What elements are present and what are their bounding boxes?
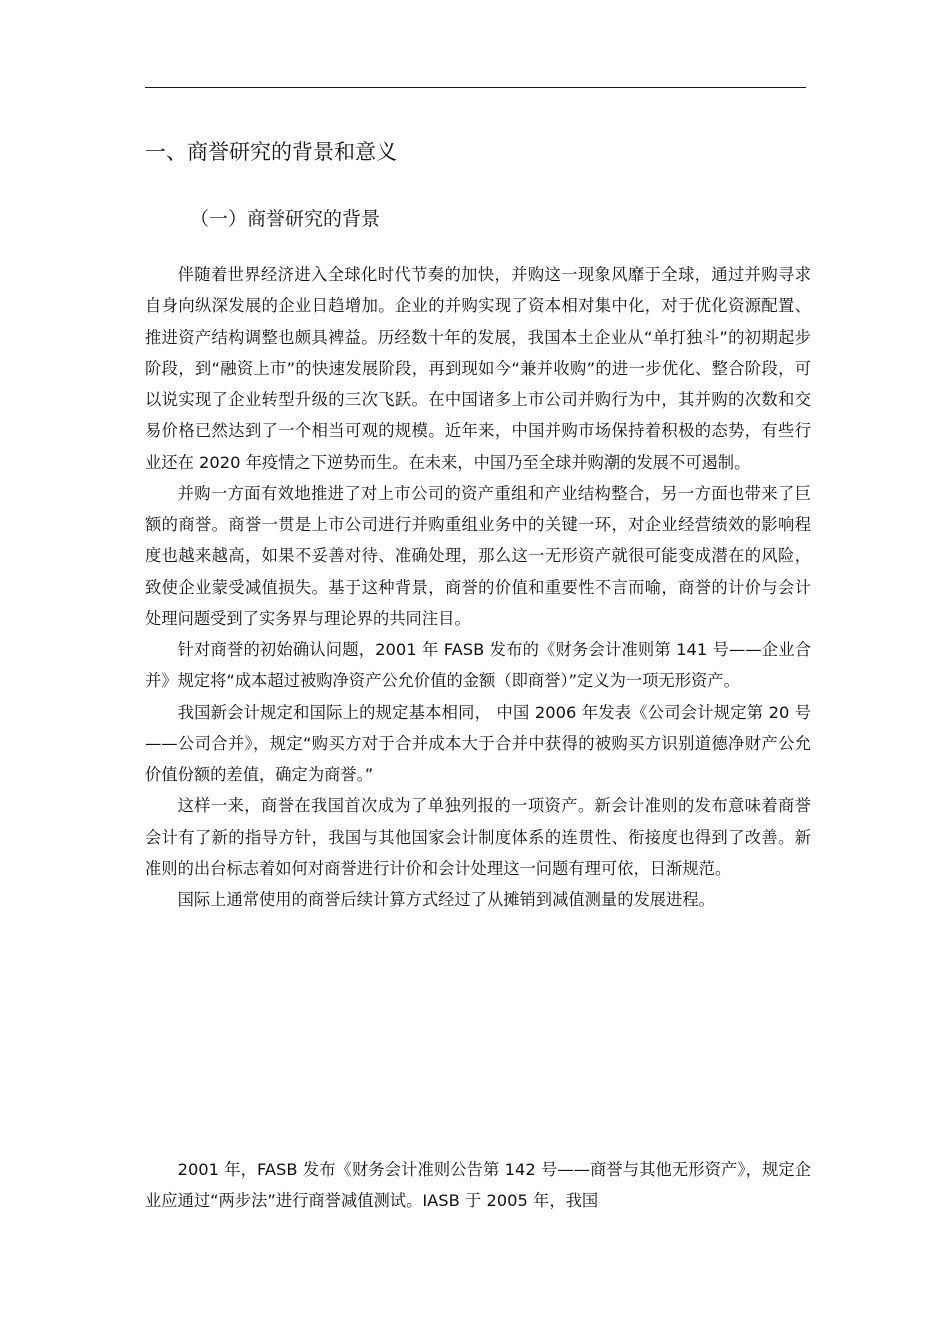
paragraph: 我国新会计规定和国际上的规定基本相同， 中国 2006 年发表《公司会计规定第 20 号——公司合并》，规定“购买方对于合并成本大于合并中获得的被购买方识别道德净财产公允价值份额的差值，确定为商誉。” [145, 702, 811, 784]
paragraph: 针对商誉的初始确认问题，2001 年 FASB 发布的《财务会计准则第 141 号——企业合并》规定将“成本超过被购净资产公允价值的金额（即商誉）”定义为一项无形资产。 [145, 640, 811, 691]
paragraph: 伴随着世界经济进入全球化时代节奏的加快，并购这一现象风靡于全球，通过并购寻求自身向纵深发展的企业日趋增加。企业的并购实现了资本相对集中化，对于优化资源配置、推进资产结构调整也颇具裨益。历经数十年的发展，我国本土企业从“单打独斗”的初期起步阶段，到“融资上市”的快速发展阶段，再到现如今“兼并收购”的进一步优化、整合阶段，可以说实现了企业转型升级的三次飞跃。在中国诸多上市公司并购行为中，其并购的次数和交易价格已然达到了一个相当可观的规模。近年来，中国并购市场保持着积极的态势，有些行业还在 2020 年疫情之下逆势而生。在未来，中国乃至全球并购潮的发展不可遏制。 [145, 265, 811, 472]
paragraph: 国际上通常使用的商誉后续计算方式经过了从摊销到减值测量的发展进程。 [177, 890, 715, 909]
body-text-continued [145, 1154, 811, 1217]
body-text [145, 259, 811, 915]
header-rule [145, 87, 806, 88]
subsection-heading: （一）商誉研究的背景 [190, 208, 381, 230]
paragraph: 并购一方面有效地推进了对上市公司的资产重组和产业结构整合，另一方面也带来了巨额的商誉。商誉一贯是上市公司进行并购重组业务中的关键一环，对企业经营绩效的影响程度也越来越高，如果不妥善对待、准确处理，那么这一无形资产就很可能变成潜在的风险，致使企业蒙受减值损失。基于这种背景，商誉的价值和重要性不言而喻，商誉的计价与会计处理问题受到了实务界与理论界的共同注目。 [145, 483, 811, 628]
section-heading: 一、商誉研究的背景和意义 [145, 140, 397, 164]
paragraph: 2001 年，FASB 发布《财务会计准则公告第 142 号——商誉与其他无形资产》，规定企业应通过“两步法”进行商誉减值测试。IASB 于 2005 年，我国 [145, 1160, 811, 1211]
paragraph: 这样一来，商誉在我国首次成为了单独列报的一项资产。新会计准则的发布意味着商誉会计有了新的指导方针，我国与其他国家会计制度体系的连贯性、衔接度也得到了改善。新准则的出台标志着如何对商誉进行计价和会计处理这一问题有理可依，日渐规范。 [145, 796, 811, 878]
